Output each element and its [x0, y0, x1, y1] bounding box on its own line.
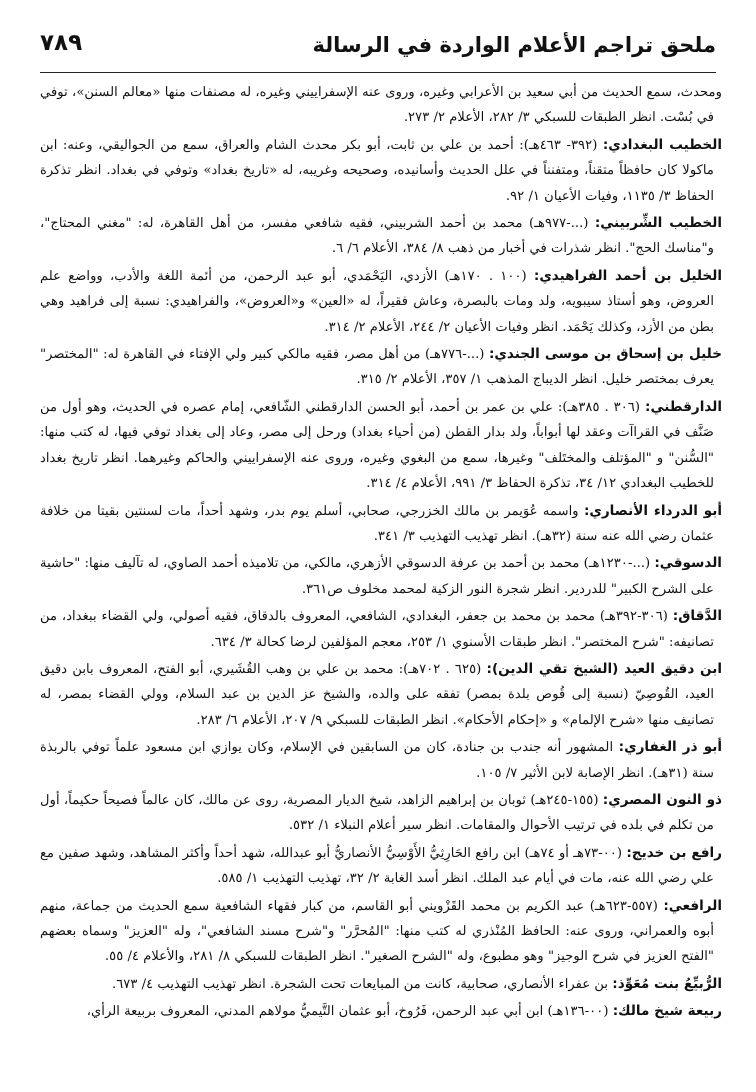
entry-name: ذو النون المصري:	[602, 791, 722, 808]
page-number: ٧٨٩	[40, 30, 83, 56]
entry-text: (...-٧٧٦هـ) من أهل مصر، فقيه مالكي كبير ولي الإفتاء في القاهرة له: "المختصر" يعرف بمختصر خليل. انظر الديباج المذهب ١/ ٣٥٧، الأعلام ٢/ ٣١٥.	[40, 347, 714, 388]
biography-entry	[40, 211, 722, 262]
entry-text: (٣٠٦ . ٣٨٥هـ): علي بن عمر بن أحمد، أبو الحسن الدارقطني الشّافعي، إمام عصره في الحديث، وهو أول من صَنَّف في القراآت وعقد لها أبواباً، ولد بدار القطن (من أحياء بغداد) ورحل إلى مصر، وعاد إلى بغداد توفي فيها، له كتب منها: "السُّنن" و "المؤتلف والمختَلف" وغيرها، سمع من البغوي وغيره، وروى عنه الإسفراييني والحاكم وغيرهما. انظر تاريخ بغداد للخطيب البغدادي ١٢/ ٣٤، تذكرة الحفاظ ٣/ ٩٩١، الأعلام ٤/ ٣١٤.	[40, 399, 714, 492]
biographies-list	[40, 80, 722, 1072]
entry-text: (٣٩٢- ٤٦٣هـ): أحمد بن علي بن ثابت، أبو بكر محدث الشام والعراق، سمع من الجواليقي، وعنه: ابن ماكولا كان حافظاً متقناً، ومتفنناً في علل الحديث وأسانيده، وصحيحه وغريبه، له «تاريخ بغداد» وتوفي في بغداد. انظر تذكرة الحفاظ ٣/ ١١٣٥، وفيات الأعيان ١/ ٩٢.	[40, 137, 714, 204]
biography-entry	[40, 735, 722, 786]
biography-entry	[40, 551, 722, 602]
entry-name: الخليل بن أحمد الفراهيدي:	[533, 267, 722, 284]
biography-entry	[40, 788, 722, 839]
entry-name: خليل بن إسحاق بن موسى الجندي:	[488, 346, 722, 363]
entry-name: أبو الدرداء الأنصاري:	[583, 502, 722, 519]
page-header	[40, 28, 716, 73]
entry-text: واسمه عُوَيمر بن مالك الخزرجي، صحابي، أسلم يوم بدر، وشهد أحداً، مات لسنتين بقيتا من خلافة عثمان رضي الله عنه سنة (٣٢هـ). انظر تهذيب التهذيب ٣/ ٣٤١.	[40, 503, 714, 544]
entry-text: (٦٢٥ . ٧٠٢هـ): محمد بن علي بن وهب القُشَيري، أبو الفتح، المعروف بابن دقيق العيد، القُوصِيّ (نسبة إلى قُوص بلدة بمصر) تفقه على والده، والشيخ عز الدين بن عبد السلام، وولي القضاء بمصر، له تصانيف منها «شرح الإلمام» و «إحكام الأحكام». انظر الطبقات للسبكي ٩/ ٢٠٧، الأعلام ٦/ ٢٨٣.	[40, 661, 714, 728]
biography-entry	[40, 499, 722, 550]
entry-name: الرافعي:	[663, 897, 722, 914]
biography-entry	[40, 604, 722, 655]
biography-entry	[40, 264, 722, 340]
biography-entry	[40, 841, 722, 892]
entry-name: الدَّقاق:	[672, 608, 723, 625]
entry-name: الدارقطني:	[645, 398, 722, 415]
entry-name: الخطيب الشِّربيني:	[594, 215, 722, 232]
entry-text: بن عفراء الأنصاري، صحابية، كانت من المبايعات تحت الشجرة. انظر تهذيب التهذيب ٤/ ٦٧٣.	[111, 976, 609, 992]
entry-name: رافع بن خديج:	[626, 844, 723, 861]
biography-entry	[40, 894, 722, 970]
biography-entry	[40, 972, 722, 997]
entry-text: (٠٠-٧٣هـ أو ٧٤هـ) ابن رافع الحَارِثِيُّ الأَوْسِيُّ الأنصاريُّ أبو عبدالله، شهد أحداً وأكثر المشاهد، وشهد صفين مع علي رضي الله عنه، مات في أيام عبد الملك. انظر أسد الغابة ٢/ ٣٢، تهذيب التهذيب ١/ ٥٨٥.	[40, 845, 714, 887]
entry-text: (٣٠٦-٣٩٢هـ) محمد بن محمد بن جعفر، البغدادي، الشافعي، المعروف بالدقاق، فقيه أصولي، ولي القضاء ببغداد، من تصانيفه: "شرح المختصر". انظر طبقات الأسنوي ١/ ٢٥٣، معجم المؤلفين لرضا كحالة ٣/ ٦٣٤.	[40, 609, 714, 650]
entry-text: (٠٠-١٣٦هـ) ابن أبي عبد الرحمن، فَرُوخ، أبو عثمان التَّيميُّ مولاهم المدني، المعروف بربيعة الرأي،	[86, 1004, 609, 1020]
entry-text: (١٥٥-٢٤٥هـ) ثوبان بن إبراهيم الزاهد، شيخ الديار المصرية، روى عن مالك، كان عالماً فصيحاً حكيماً، أول من تكلم في بلده في ترتيب الأحوال والمقامات. انظر سير أعلام النبلاء ١/ ٥٣٢.	[40, 792, 714, 834]
biography-entry	[40, 342, 722, 393]
entry-name: ابن دقيق العيد (الشيخ تقي الدين):	[486, 660, 723, 677]
entry-name: الخطيب البغدادي:	[602, 136, 722, 153]
entry-name: الرُّبيِّعُ بنت مُعَوِّذ:	[612, 975, 722, 992]
biography-entry	[40, 133, 722, 209]
biography-entry	[40, 80, 722, 131]
biography-entry	[40, 657, 722, 733]
biography-entry	[40, 395, 722, 497]
entry-text: (٥٥٧-٦٢٣هـ) عبد الكريم بن محمد القَزْويني أبو القاسم، من كبار فقهاء الشافعية سمع الحديث من جماعة، منهم أبوه والعمراني، وروى عنه: الحافظ المُنْذري له كتب منها: "المُحرَّر" و"شرح مسند الشافعي"، وله "العزيز" وسماه بعضهم "الفتح العزيز في شرح الوجيز" وهو مطبوع، وله "الشرح الصغير". انظر الطبقات للسبكي ٨/ ٢٨١، والأعلام ٤/ ٥٥.	[40, 898, 714, 965]
entry-text: (١٠٠ . ١٧٠هـ) الأزدي، اليَحْمَدي، أبو عبد الرحمن، من أئمة اللغة والأدب، وواضع علم العروض، وهو أستاذ سيبويه، ولد ومات بالبصرة، وعاش فقيراً، له «العين» و«العروض»، والفراهيدي: نسبة إلى فراهيد وهي بطن من الأزد، وكذلك يَحْمَد. انظر وفيات الأعيان ٢/ ٢٤٤، الأعلام ٢/ ٣١٤.	[40, 268, 714, 335]
entry-name: الدسوقي:	[654, 555, 722, 572]
entry-text: المشهور أنه جندب بن جنادة، كان من السابقين في الإسلام، وكان يوازي ابن مسعود علماً توفي بالربذة سنة (٣١هـ). انظر الإصابة لابن الأثير ٧/ ١٠٥.	[40, 740, 714, 781]
biography-entry	[40, 999, 722, 1024]
entry-name: أبو ذر الغفاري:	[618, 739, 722, 756]
entry-name: ربيعة شيخ مالك:	[612, 1003, 722, 1020]
entry-text: ومحدث، سمع الحديث من أبي سعيد بن الأعرابي وغيره، وروى عنه الإسفراييني وغيره، له مصنفات منها «معالم السنن»، توفي في بُسْت. انظر الطبقات للسبكي ٣/ ٢٨٢، الأعلام ٢/ ٢٧٣.	[40, 85, 722, 126]
running-title: ملحق تراجم الأعلام الواردة في الرسالة	[312, 33, 716, 57]
entry-text: (...-١٢٣٠هـ) محمد بن أحمد بن عرفة الدسوقي الأزهري، مالكي، من تلاميذه أحمد الصاوي، له تآليف منها: "حاشية على الشرح الكبير" للدردير. انظر شجرة النور الزكية لمحمد مخلوف ص٣٦١.	[40, 556, 714, 597]
entry-text: (...-٩٧٧هـ) محمد بن أحمد الشربيني، فقيه شافعي مفسر، من أهل القاهرة، له: "مغني المحتاج"، و"مناسك الحج". انظر شذرات في أخبار من ذهب ٨/ ٣٨٤، الأعلام ٦/ ٦.	[40, 216, 714, 257]
